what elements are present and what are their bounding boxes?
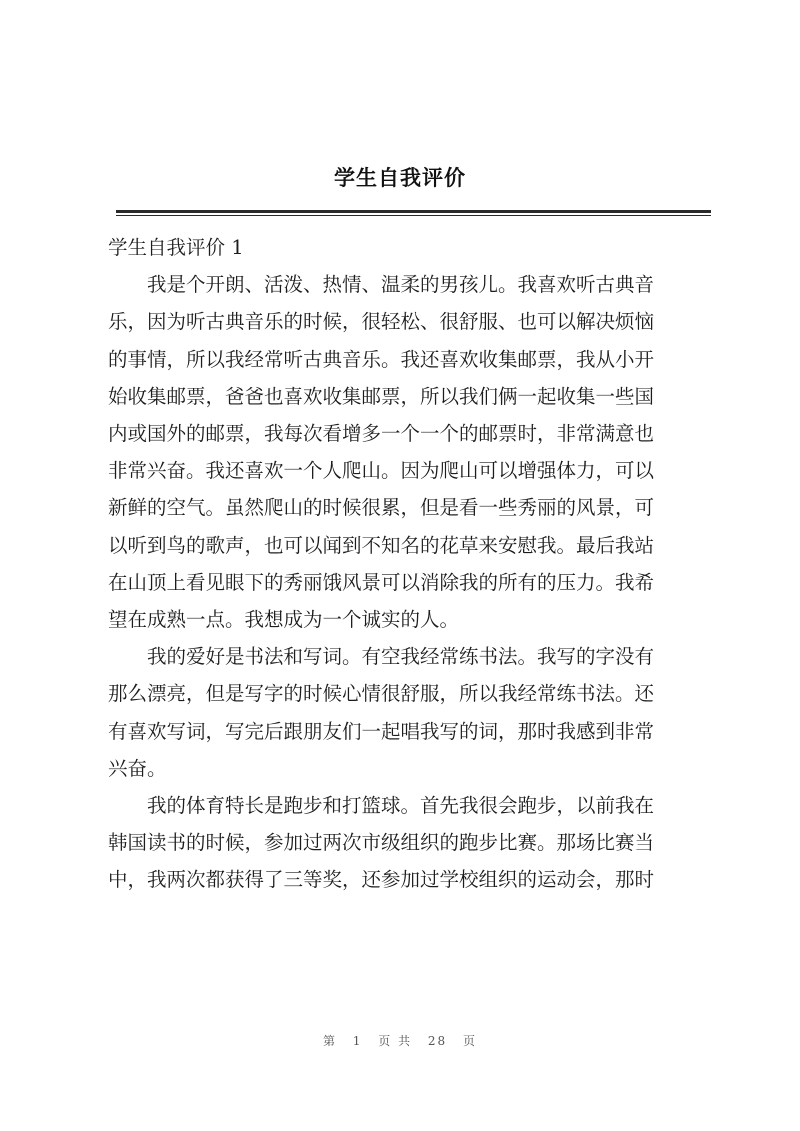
paragraph-line: 我的爱好是书法和写词。有空我经常练书法。我写的字没有 (147, 645, 655, 669)
paragraph-line: 在山顶上看见眼下的秀丽饿风景可以消除我的所有的压力。我希 (108, 570, 655, 594)
paragraph-1 (108, 266, 720, 638)
footer-mid: 页 共 (378, 1034, 413, 1048)
paragraph-line: 非常兴奋。我还喜欢一个人爬山。因为爬山可以增强体力，可以 (108, 459, 655, 483)
paragraph-line: 乐，因为听古典音乐的时候，很轻松、很舒服、也可以解决烦恼 (108, 310, 655, 334)
page-footer (0, 1032, 800, 1049)
title-divider-thin (116, 215, 711, 216)
footer-page-number: 1 (352, 1034, 363, 1048)
paragraph-line: 内或国外的邮票，我每次看增多一个一个的邮票时，非常满意也 (108, 422, 655, 446)
paragraph-line: 我是个开朗、活泼、热情、温柔的男孩儿。我喜欢听古典音 (147, 273, 655, 297)
document-title: 学生自我评价 (334, 165, 466, 190)
paragraph-2 (108, 638, 720, 787)
paragraph-line: 以听到鸟的歌声，也可以闻到不知名的花草来安慰我。最后我站 (108, 533, 655, 557)
paragraph-line: 韩国读书的时候，参加过两次市级组织的跑步比赛。那场比赛当 (108, 831, 655, 855)
section-heading: 学生自我评价 1 (108, 236, 244, 259)
footer-prefix: 第 (322, 1034, 337, 1048)
footer-suffix: 页 (463, 1034, 478, 1048)
paragraph-line: 中，我两次都获得了三等奖，还参加过学校组织的运动会，那时 (108, 868, 655, 892)
paragraph-line: 新鲜的空气。虽然爬山的时候很累，但是看一些秀丽的风景，可 (108, 496, 655, 520)
title-divider (116, 210, 711, 213)
document-body (108, 229, 720, 899)
paragraph-3 (108, 787, 720, 899)
footer-total-pages: 28 (427, 1034, 448, 1048)
paragraph-line: 我的体育特长是跑步和打篮球。首先我很会跑步，以前我在 (147, 794, 655, 818)
paragraph-line: 有喜欢写词，写完后跟朋友们一起唱我写的词，那时我感到非常 (108, 719, 655, 743)
paragraph-line: 的事情，所以我经常听古典音乐。我还喜欢收集邮票，我从小开 (108, 347, 655, 371)
paragraph-line: 兴奋。 (108, 756, 167, 780)
paragraph-line: 那么漂亮，但是写字的时候心情很舒服，所以我经常练书法。还 (108, 682, 655, 706)
paragraph-line: 望在成熟一点。我想成为一个诚实的人。 (108, 608, 460, 632)
paragraph-line: 始收集邮票，爸爸也喜欢收集邮票，所以我们俩一起收集一些国 (108, 384, 655, 408)
